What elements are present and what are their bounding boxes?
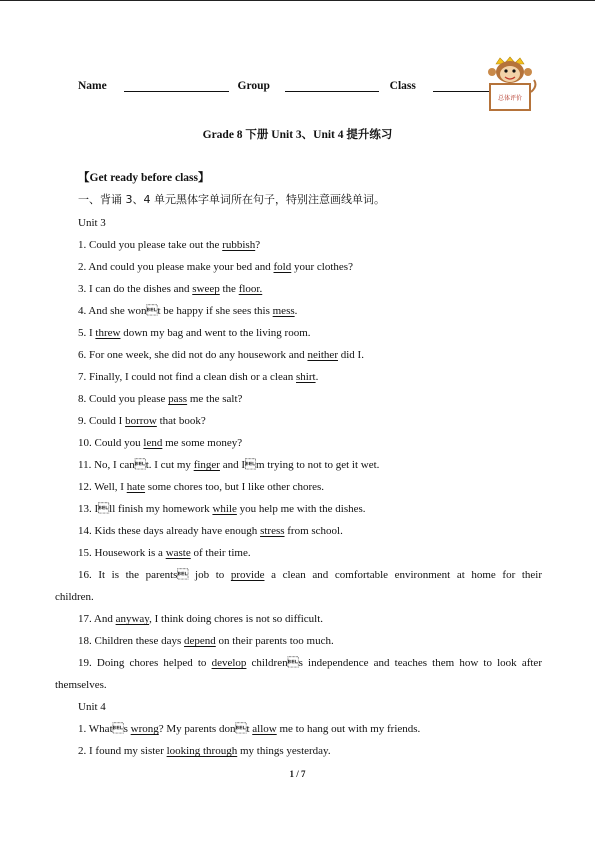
- sentence-item: [55, 366, 542, 388]
- sentence-text: 11. No, I cant. I cut my: [78, 459, 194, 471]
- sentence-text: .: [315, 371, 319, 383]
- page-title: Grade 8 下册 Unit 3、Unit 4 提升练习: [202, 129, 393, 141]
- sentence-item: [55, 652, 542, 674]
- underlined-word: waste: [165, 547, 191, 559]
- sentence-item: [55, 630, 542, 652]
- sentence-text: you help me with the dishes.: [236, 503, 366, 515]
- underlined-word: shirt: [296, 371, 316, 383]
- sentence-item: [55, 256, 542, 278]
- sentence-text: 8. Could you please: [78, 393, 169, 405]
- sentence-text: the: [219, 283, 239, 295]
- underlined-word: threw: [95, 327, 121, 339]
- sentence-text: your clothes?: [291, 261, 353, 273]
- sentence-text: did I.: [337, 349, 364, 361]
- underlined-word: stress: [260, 525, 285, 537]
- sentence-item: [55, 498, 542, 520]
- underlined-word: depend: [184, 635, 216, 647]
- underlined-word: rubbish: [222, 239, 256, 251]
- sentence-text: me the salt?: [187, 393, 243, 405]
- sentence-text: 15. Housework is a: [78, 547, 166, 559]
- name-label: Name: [78, 80, 107, 92]
- student-info-header: [78, 80, 525, 92]
- sentence-text: from school.: [284, 525, 343, 537]
- sentence-continuation: themselves.: [55, 679, 107, 691]
- underlined-word: hate: [126, 481, 146, 493]
- sentence-text: of their time.: [190, 547, 251, 559]
- sentence-text: ?: [255, 239, 261, 251]
- sentence-text: and Im trying to not to get it wet.: [219, 459, 380, 471]
- sentence-text: on their parents too much.: [215, 635, 334, 647]
- sentence-item: [55, 740, 542, 762]
- sentence-item: [55, 520, 542, 542]
- underlined-word: anyway: [115, 613, 150, 625]
- sentence-text: 18. Children these days: [78, 635, 185, 647]
- sentence-text: .: [294, 305, 298, 317]
- underlined-word: looking through: [166, 745, 238, 757]
- sentence-text: me to hang out with my friends.: [276, 723, 421, 735]
- sentence-text: 19. Doing chores helped to: [78, 657, 212, 669]
- sentence-text: ? My parents dont: [158, 723, 253, 735]
- section-heading: 【Get ready before class】: [78, 172, 210, 184]
- underlined-word: develop: [211, 657, 247, 669]
- underlined-word: mess: [272, 305, 295, 317]
- sentence-item: [55, 454, 542, 476]
- sentence-text: childrens independence and teaches them how to look after: [246, 657, 542, 669]
- underlined-word: floor.: [238, 283, 263, 295]
- sentence-text: 6. For one week, she did not do any housework and: [78, 349, 308, 361]
- sentence-text: 17. And: [78, 613, 116, 625]
- sentence-text: 10. Could you: [78, 437, 144, 449]
- underlined-word: while: [212, 503, 237, 515]
- top-rule: [0, 0, 595, 1]
- unit3-label: Unit 3: [78, 217, 106, 229]
- sentence-text: my things yesterday.: [237, 745, 331, 757]
- class-label: Class: [389, 80, 416, 92]
- sentence-text: 4. And she wont be happy if she sees this: [78, 305, 273, 317]
- sentence-text: 3. I can do the dishes and: [78, 283, 193, 295]
- sentence-text: 7. Finally, I could not find a clean dish or a clean: [78, 371, 297, 383]
- sentence-item: [55, 322, 542, 344]
- underlined-word: lend: [143, 437, 163, 449]
- sentence-text: 13. Ill finish my homework: [78, 503, 213, 515]
- sentence-item: [55, 278, 542, 300]
- underlined-word: wrong: [130, 723, 159, 735]
- underlined-word: borrow: [125, 415, 157, 427]
- name-field[interactable]: [124, 81, 229, 92]
- underlined-word: provide: [230, 569, 265, 581]
- sentence-text: , I think doing chores is not so difficult.: [149, 613, 324, 625]
- sentence-item: [55, 542, 542, 564]
- sentence-text: a clean and comfortable environment at home for their: [264, 569, 542, 581]
- sentence-item: [55, 410, 542, 432]
- sentence-text: 12. Well, I: [78, 481, 127, 493]
- monkey-evaluation-badge-icon: [482, 56, 538, 112]
- underlined-word: sweep: [192, 283, 220, 295]
- instruction-text: 一、背诵 3、4 单元黑体字单词所在句子，特别注意画线单词。: [78, 193, 385, 206]
- sentence-item: [55, 432, 542, 454]
- badge-text: 总体评价: [497, 95, 523, 102]
- sentence-list: [55, 212, 542, 762]
- sentence-item: [55, 388, 542, 410]
- sentence-continuation: children.: [55, 591, 94, 603]
- sentence-text: some chores too, but I like other chores.: [145, 481, 325, 493]
- sentence-text: 2. I found my sister: [78, 745, 167, 757]
- sentence-text: that book?: [156, 415, 206, 427]
- underlined-word: finger: [193, 459, 220, 471]
- underlined-word: pass: [168, 393, 188, 405]
- underlined-word: neither: [307, 349, 338, 361]
- sentence-text: 16. It is the parents job to: [78, 569, 231, 581]
- page-number: 1 / 7: [289, 769, 306, 779]
- underlined-word: fold: [273, 261, 292, 273]
- unit4-label: Unit 4: [78, 701, 106, 713]
- sentence-text: 5. I: [78, 327, 96, 339]
- sentence-text: 14. Kids these days already have enough: [78, 525, 261, 537]
- group-field[interactable]: [285, 81, 379, 92]
- sentence-text: me some money?: [162, 437, 243, 449]
- sentence-item: [55, 300, 542, 322]
- sentence-item: [55, 344, 542, 366]
- sentence-item: [55, 234, 542, 256]
- sentence-text: down my bag and went to the living room.: [120, 327, 311, 339]
- sentence-text: 2. And could you please make your bed and: [78, 261, 274, 273]
- sentence-text: 1. Whats: [78, 723, 131, 735]
- sentence-text: 9. Could I: [78, 415, 126, 427]
- group-label: Group: [237, 80, 270, 92]
- sentence-item: [55, 564, 542, 586]
- sentence-item: [55, 476, 542, 498]
- sentence-item: [55, 718, 542, 740]
- sentence-text: 1. Could you please take out the: [78, 239, 223, 251]
- underlined-word: allow: [252, 723, 277, 735]
- sentence-item: [55, 608, 542, 630]
